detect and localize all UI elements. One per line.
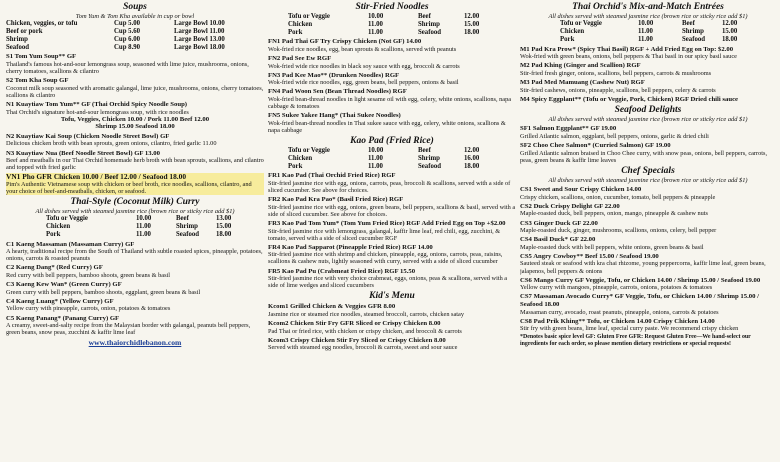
menu-item-name: CS8 Pad Prik Khing** Tofu, or Chicken 14.00 Crispy Chicken 14.00 [520,317,715,325]
menu-item-name: FR2 Kao Pad Kra Pao* (Basil Fried Rice) RGF [268,196,404,204]
bowl-price: Large Bowl 13.00 [174,35,225,43]
price: 12.00 [464,13,480,20]
menu-item-desc: Yellow curry with mangoes, pineapple, carrots, onions, potatoes & tomatoes [520,284,713,292]
price: 11.00 [368,20,383,28]
menu-item-desc: Served with steamed egg noodles, broccoli & carrots, sweet and sour sauce [268,344,458,352]
menu-item-desc: Thailand's famous hot-and-sour lemongrass soup, seasoned with lime juice, mushrooms, onions, cherry tomatoes, scallions & cilantro [6,60,249,76]
seafood-title: Seafood Delights [614,105,682,116]
menu-item-name: S2 Tom Kha Soup GF [6,77,69,85]
menu-item-name: SF1 Salmon Eggplant** GF 19.00 [520,125,617,133]
menu-item-name: M4 Spicy Eggplant** (Tofu or Veggie, Pork, Chicken) RGF Dried chili sauce [520,95,739,103]
menu-item-name: Kcom3 Crispy Chicken Stir Fry Sliced or Crispy Chicken 8.00 [268,336,446,344]
menu-item-name: FR5 Kao Pad Pu (Crabmeat Fried Rice) RGF 15.50 [268,267,416,275]
price-label: Tofu or Veggie [46,215,88,223]
price-label: Chicken [46,223,71,231]
price: 18.00 [464,162,480,170]
menu-item-name: Kcom1 Grilled Chicken & Veggies GFR 8.00 [268,303,396,311]
price-label: Pork [560,35,575,43]
price-label: Tofu or Veggie [288,13,330,20]
price: 11.00 [136,230,151,238]
curry-price-table [6,215,264,238]
price: 16.00 [464,154,480,162]
menu-item-prices: Shrimp 15.00 Seafood 18.00 [95,123,175,131]
price-label: Chicken [288,20,313,28]
price: 10.00 [136,215,152,223]
chef-title: Chef Specials [621,165,675,176]
menu-item-name: FR1 Kao Pad (Thai Orchid Fried Rice) RGF [268,172,396,180]
menu-item-name: M3 Pad Med Mamuang (Cashew Nut) RGF [520,78,645,86]
price: 11.00 [368,154,383,162]
stirfried-title: Stir-Fried Noodles [355,2,429,12]
price: 12.00 [722,20,738,28]
cup-price: Cup 5.60 [114,28,141,35]
column-middle [268,0,516,462]
soups-title: Soups [123,2,147,12]
soups-subtitle: Tom Yum & Tom Kha available in cup or bowl [75,13,195,20]
pho-highlight [6,173,264,195]
price-label: Shrimp [6,35,28,43]
price: 11.00 [638,28,653,35]
menu-item-desc: Wok-fried wide rice noodles in black soy sauce with egg, broccoli & carrots [268,62,460,70]
menu-item-desc: Sauteed steak or seafood with kra chai rhizome, young peppercorns, kaffir lime leaf, green beans, jalapenos, bell peppers & onions [520,260,766,275]
menu-item-name: C2 Kaeng Dang* (Red Curry) GF [6,264,103,272]
menu-item-desc: Stir-fried cashews, onions, pineapple, scallions, bell peppers, celery & carrots [520,86,716,94]
menu-item-name: FN4 Pad Woon Sen (Bean Thread Noodles) RGF [268,88,407,96]
kaopad-price-table [268,147,516,170]
curry-title: Thai-Style (Coconut Milk) Curry [70,197,200,208]
soups-price-table [6,20,264,51]
seafood-subtitle: All dishes served with steamed jasmine rice (brown rice or sticky rice add $1) [548,116,748,124]
menu-item-desc: Grilled Atlantic salmon, eggplant, bell peppers, onions, garlic & dried chili [520,133,709,141]
price-label: Beef [418,147,431,155]
price: 11.00 [368,28,383,36]
price-label: Pork [46,230,61,238]
price-label: Beef [682,20,695,28]
menu-item-desc: Grilled Atlantic salmon braised in Choo Chee curry, with snow peas, onions, bell peppers, carrots, peas, green beans & kaffir lime leaves [520,149,768,164]
price-label: Beef [418,13,431,20]
column-left [6,0,264,462]
menu-item-desc: Delicious chicken broth with bean sprouts, green onions, cilantro, fried garlic 11.00 [6,140,217,148]
price: 15.00 [216,223,232,231]
kids-title: Kid's Menu [369,291,415,302]
menu-item-name: C5 Kaeng Panang* (Panang Curry) GF [6,314,120,322]
menu-item-desc: Stir fry with green beans, lime leaf, special curry paste. We recommend crispy chicken [520,325,739,333]
menu-item-desc: Jasmine rice or steamed rice noodles, steamed broccoli, carrots, chicken satay [268,310,464,318]
menu-item-name: C1 Kaeng Massaman (Massaman Curry) GF [6,240,135,248]
price: 18.00 [722,35,738,43]
menu-item-name: SF2 Choo Chee Salmon* (Curried Salmon) GF 19.00 [520,142,671,150]
price-label: Chicken [560,28,585,35]
cup-price: Cup 6.00 [114,35,141,43]
menu-item-desc: Beef and meatballs in our Thai Orchid homemade herb broth with bean sprouts, scallions, and cilantro and topped with fried garlic [6,157,264,172]
price: 10.00 [368,13,384,20]
price-label: Seafood [6,43,30,51]
menu-item-name: C3 Kaeng Kew Wan* (Green Curry) GF [6,281,122,289]
menu-item-desc: Massaman curry, avocado, roast peanuts, pineapple, onions, carrots & potatoes [520,308,719,316]
menu-item-desc: Wok-fried bean-thread noodles in light sesame oil with egg, celery, white onions, scallions, napa cabbage & tomatoes [268,96,512,111]
price-label: Chicken [288,154,313,162]
price-label: Tofu or Veggie [560,20,602,28]
cup-price: Cup 5.00 [114,20,141,28]
price: 10.00 [638,20,654,28]
price-label: Seafood [418,28,442,36]
menu-item-desc: A creamy, sweet-and-salty recipe from the Malaysian border with galangal, peanuts bell peppers, green beans, snow peas, zucchini & kaffir lime leaf [6,322,251,337]
price-label: Pork [288,28,303,36]
menu-item-desc: Wok-fried wide rice noodles, egg, green beans, bell peppers, onions & basil [268,79,459,87]
menu-item-desc: Stir-fried jasmine rice with lemongrass, galangal, kaffir lime leaf, red chili, egg, zucchini, & tomato, served with a side of sliced cucumber RGF [268,227,501,242]
menu-item-desc: Coconut milk soup seasoned with aromatic galangal, lime juice, mushrooms, onions, cherry tomatoes, scallions & cilantro [6,84,264,99]
menu-item-desc: Maple-roasted duck, ginger, mushrooms, scallions, onions, celery, bell pepper [520,227,717,235]
menu-item-desc: Thai Orchid's signature hot-and-sour lemongrass soup, with rice noodles [6,108,189,116]
curry-subtitle: All dishes served with steamed jasmine rice (brown rice or sticky rice add $1) [35,208,235,216]
dietary-note: *Denotes basic spice level GF: Gluten Free GFR: Request Gluten Free—We hand-select our ingredients for each order, so please mention dietary restrictions or special requests! [520,334,751,348]
bowl-price: Large Bowl 18.00 [174,43,225,51]
price: 11.00 [368,162,383,170]
price-label: Tofu or Veggie [288,147,330,155]
price: 11.00 [638,35,653,43]
menu-item-prices: Tofu, Veggies, Chicken 10.00 / Pork 11.00 Beef 12.00 [60,115,210,123]
menu-item-name: FN3 Pad Kee Mao** (Drunken Noodles) RGF [268,71,400,79]
menu-item-desc: Crispy chicken, scallions, onion, cucumber, tomato, bell peppers & pineapple [520,193,716,201]
menu-item-name: VN1 Pho GFR Chicken 10.00 / Beef 12.00 / Seafood 18.00 [6,172,187,182]
menu-item-desc: Red curry with bell peppers, bamboo shoots, green beans & basil [6,272,171,280]
price-label: Shrimp [176,223,198,231]
mix-subtitle: All dishes served with steamed jasmine rice (brown rice or sticky rice add $1) [548,13,748,20]
menu-item-desc: Stir-fried fresh ginger, onions, scallions, bell peppers, carrots & mushrooms [520,69,712,77]
menu-item-desc: Stir-fried jasmine rice with egg, onions, green beans, bell peppers, scallions & basil, served with a side of sliced cucumber. See above for choices. [268,203,516,218]
menu-item-name: S1 Tom Yum Soup** GF [6,53,77,61]
menu-item-desc: Green curry with bell peppers, bamboo shoots, eggplant, green beans & basil [6,288,201,296]
menu-item-desc: Pim's Authentic Vietnamese soup with chicken or beef broth, rice noodles, scallions, cilantro, and your choice of beef-and-meatballs, chicken, or seafood. [6,180,252,195]
menu-item-desc: Wok-fried with green beans, onions, bell peppers & Thai basil in our spicy basil sauce [520,53,737,61]
price: 18.00 [464,28,480,36]
menu-item-desc: Pad Thai or fried rice, with chicken or crispy chicken, and broccoli & carrots [268,327,462,335]
menu-item-desc: Wok-fried rice noodles, egg, bean sprouts & scallions, served with peanuts [268,45,457,53]
price-label: Seafood [176,230,200,238]
menu-item-desc: Stir-fried jasmine rice with very choice crabmeat, eggs, onions, peas & scallions, served with a side of lime wedges and sliced cucumbers [268,275,508,290]
price-label: Shrimp [418,154,440,162]
price-label: Pork [288,162,303,170]
price: 15.00 [722,28,738,35]
menu-item-name: M2 Pad Khing (Ginger and Scallion) RGF [520,62,641,70]
menu-item-name: C4 Kaeng Luang* (Yellow Curry) GF [6,297,114,305]
menu-item-desc: Maple-roasted duck with bell peppers, white onions, green beans & basil [520,243,704,251]
price: 10.00 [368,147,384,155]
menu-item-desc: Yellow curry with pineapple, carrots, onion, potatoes & tomatoes [6,305,171,313]
menu-item-desc: Wok-fried bean-thread noodles in Thai sukee sauce with egg, celery, white onions, scallions & napa cabbage [268,119,506,134]
menu-item-name: FR4 Kao Pad Sapparot (Pineapple Fried Rice) RGF 14.00 [268,243,433,251]
menu-item-name: CS1 Sweet and Sour Crispy Chicken 14.00 [520,186,642,194]
bowl-price: Large Bowl 10.00 [174,20,225,28]
menu-item-name: CS2 Duck Crispy Delight GF 22.00 [520,202,620,210]
menu-item-name: CS4 Basil Duck* GF 22.00 [520,236,596,244]
menu-item-name: N1 Kuaytiaw Tom Yum** GF (Thai Orchid Spicy Noodle Soup) [6,100,188,108]
website-link[interactable]: www.thaiorchidlebanon.com [88,338,182,348]
price-label: Shrimp [682,28,704,35]
price-label: Shrimp [418,20,440,28]
menu-item-name: N3 Kuaytiaw Nua (Beef Noodle Street Bowl) GF 13.00 [6,149,160,157]
menu-item-name: FN1 Pad Thai GF Try Crispy Chicken (Not GF) 14.00 [268,38,422,46]
price: 13.00 [216,215,232,223]
menu-item-name: N2 Kuaytiaw Kai Soup (Chicken Noodle Street Bowl) GF [6,132,170,140]
price-label: Chicken, veggies, or tofu [6,20,78,28]
column-right [520,0,776,462]
price: 18.00 [216,230,232,238]
price: 15.00 [464,20,480,28]
menu-item-desc: Stir-fried jasmine rice with egg, onions, carrots, peas, broccoli & scallions, served with a side of sliced cucumber. See above for choices. [268,180,511,195]
menu-item-name: FN5 Sukee Yakee Hang* (Thai Sukee Noodles) [268,112,401,120]
bowl-price: Large Bowl 11.00 [174,28,225,35]
menu-item-name: Kcom2 Chicken Stir Fry GFR Sliced or Crispy Chicken 8.00 [268,320,441,327]
price-label: Beef [176,215,189,223]
price: 11.00 [136,223,151,231]
menu-item-desc: Stir-fried jasmine rice with shrimp and chicken, pineapple, egg, onions, carrots, peas, raisins, scallions & cashew nuts, lightly seasoned with curry, served with a side of sliced cucumber [268,251,503,266]
menu-item-name: FN2 Pad See Ew RGF [268,55,332,63]
menu-item-name: CS3 Ginger Duck GF 22.00 [520,219,598,227]
chef-subtitle: All dishes served with steamed jasmine rice (brown rice or sticky rice add $1) [548,176,748,184]
menu-item-desc: A hearty, traditional recipe from the South of Thailand with subtle roasted spices, pineapple, potatoes, onions, carrots & roasted peanuts [6,248,263,263]
menu-item-name: CS5 Angry Cowboy** Beef 15.00 / Seafood 19.00 [520,252,659,260]
menu-item-desc: Maple-roasted duck, bell peppers, onion, mango, pineapple & cashew nuts [520,210,708,218]
mix-price-table [520,20,776,43]
menu-item-name: FR3 Kao Pad Tom Yum* (Tom Yum Fried Rice) RGF Add Fried Egg on Top +$2.00 [268,219,506,227]
menu-item-name: CS6 Mango Curry GF Veggie, Tofu, or Chicken 14.00 / Shrimp 15.00 / Seafood 19.00 [520,276,761,284]
cup-price: Cup 8.90 [114,43,141,51]
kaopad-title: Kao Pad (Fried Rice) [350,136,434,147]
price: 12.00 [464,147,480,155]
stirfried-price-table [268,13,516,36]
price-label: Beef or pork [6,28,43,35]
menu-item-name: M1 Pad Kra Prow* (Spicy Thai Basil) RGF + Add Fried Egg on Top: $2.00 [520,45,734,53]
menu-item-name: CS7 Massaman Avocado Curry* GF Veggie, Tofu, or Chicken 14.00 / Shrimp 15.00 / Seafood 18.00 [520,293,759,308]
price-label: Seafood [682,35,706,43]
price-label: Seafood [418,162,442,170]
mix-title: Thai Orchid's Mix-and-Match Entrées [572,2,724,12]
